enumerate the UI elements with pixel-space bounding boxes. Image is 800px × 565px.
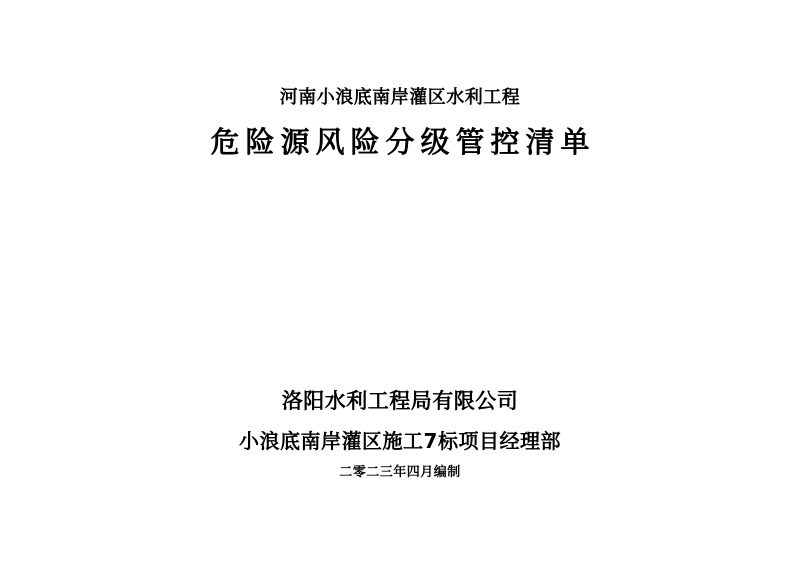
department-name: 小浪底南岸灌区施工7标项目经理部 — [239, 429, 561, 453]
project-name-line: 河南小浪底南岸灌区水利工程 — [279, 87, 521, 108]
company-name: 洛阳水利工程局有限公司 — [281, 389, 519, 413]
compile-date: 二零二三年四月编制 — [339, 465, 461, 480]
document-title: 危险源风险分级管控清单 — [210, 125, 596, 159]
